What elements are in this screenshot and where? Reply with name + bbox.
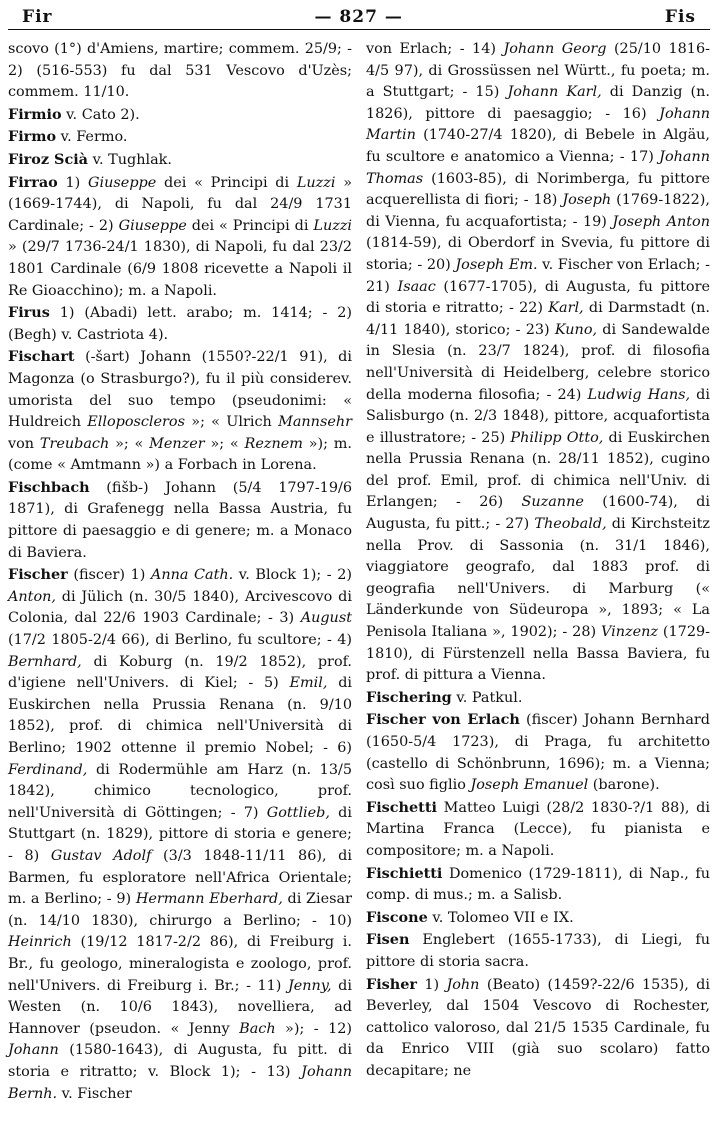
entry-text: (1603-85), di Norimberga, fu pittore acquerellista di fiori; - 18) [366,170,710,209]
entry-text: (19/12 1817-2/2 86), di Freiburg i. Br., fu geologo, mineralogista e zoologo, prof. nell'Univers. di Freiburg i. Br.; - 11) [8,934,352,994]
entry-text: Emil, [289,675,328,692]
entry-text: di Ziesar (n. 14/10 1830), chirurgo a Berlino; - 10) [8,891,352,929]
entry-text: Giuseppe [88,174,157,191]
entry-text: v. Fischer [57,1085,132,1102]
entry-text: Giuseppe [118,217,187,234]
entry-text: Menzer [149,435,205,452]
header-rule [8,29,710,30]
entry-text: v. Fermo. [56,129,128,146]
entry-text: (fišb-) Johann (5/4 1797-19/6 1871), di Grafenegg nella Bassa Austria, fu pittore di paesaggio e di genere; m. a Monaco di Baviera. [8,479,352,561]
entry-text: di Kirchsteitz nella Prov. di Sassonia (n. 31/1 1846), viaggiatore geografo, dal 1883 prof. di geografia nell'Univers. di Marburg (« Länderkunde von Südeuropa », 1893; « La Penisola Italiana », 1902); - 28) [366,516,710,641]
entry-text: (barone). [588,777,660,794]
entry-text: Elloposcleros [87,414,185,431]
entry-text: Reznem [244,435,303,452]
dictionary-entry [8,302,352,346]
entry-text: 1) [57,174,89,191]
entry-headword: Fischer von Erlach [366,711,520,729]
entry-text: (1769-1822), di Vienna, fu acquafortista; - 19) [366,192,710,230]
entry-text: Joseph Em. [455,256,538,273]
entry-text: scovo (1°) d'Amiens, martire; commem. 25/9; - 2) (516-553) fu dal 531 Vescovo d'Uzès; commem. 11/10. [8,41,352,101]
entry-text: Treubach [39,435,110,452]
page-header [8,5,710,29]
entry-text: Theobald, [534,516,607,533]
entry-text: Hermann Eberhard, [135,891,283,908]
dictionary-entry [366,687,710,710]
entry-text: (1677-1705), di Augusta, fu pittore di storia e ritratto; - 22) [366,278,710,317]
entry-text: Joseph Anton [612,213,710,230]
entry-text: Ferdinand, [8,761,88,778]
entry-text: (25/10 1816-4/5 97), di Grossüssen nel Württ., fu poeta; m. a Stuttgart; - 15) [366,41,710,101]
entry-text: (3/3 1848-11/11 86), di Barmen, fu esploratore nell'Africa Orientale; m. a Berlino; - 9) [8,847,352,908]
header-left-guide-word: Fir [22,7,53,27]
entry-text: di Darmstadt (n. 4/11 1840), storico; - 23) [366,300,710,338]
entry-headword: Firmo [8,128,57,146]
entry-text: »); - 12) [275,1020,353,1037]
entry-text: Gottlieb, [266,804,330,821]
entry-text: di Jülich (n. 30/5 1840), Arcivescovo di Colonia, dal 22/6 1903 Cardinale; - 3) [8,588,352,627]
entry-text: v. Tolomeo VII e IX. [427,909,574,926]
two-column-body [8,39,710,1105]
entry-text: dei « Principi di [186,217,314,234]
entry-text: (-šart) Johann (1550?-22/1 91), di Magonza (o Strasburgo?), fu il più considerev. umorista del suo tempo (pseudonimi: « Huldreich [8,349,352,431]
entry-headword: Firrao [8,173,58,191]
entry-headword: Fischetti [366,798,437,816]
dictionary-entry [8,477,352,564]
dictionary-entry [8,149,352,172]
right-column [366,39,710,1105]
entry-text: (17/2 1805-2/4 66), di Berlino, fu scultore; - 4) [8,632,352,649]
entry-text: Matteo Luigi (28/2 1830-?/1 88), di Martina Franca (Lecce), fu pianista e compositore; m. a Napoli. [366,799,710,859]
entry-text: Englebert (1655-1733), di Liegi, fu pittore di storia sacra. [366,932,710,970]
entry-text: August [300,610,352,627]
entry-text: di Rodermühle am Harz (n. 13/5 1842), chimico tecnologico, prof. nell'Università di Göttingen; - 7) [8,761,352,821]
entry-text: (1600-74), di Augusta, fu pitt.; - 27) [366,494,710,533]
dictionary-entry [366,863,710,907]
entry-text: Anton, [8,588,56,605]
dictionary-entry [8,39,352,104]
entry-text: 1) (Abadi) lett. arabo; m. 1414; - 2) (Begh) v. Castriota 4). [8,305,352,343]
entry-text: Johann [8,1042,59,1059]
entry-text: di Euskirchen nella Prussia Renana (n. 9/10 1852), prof. di chimica nell'Università di Berlino; 1902 ottenne il premio Nobel; - 6) [8,675,353,756]
entry-text: John [446,976,480,993]
dictionary-entry [8,346,352,477]
dictionary-entry [366,39,710,687]
entry-headword: Fischering [366,688,452,706]
entry-text: (fiscer) 1) [67,567,151,584]
entry-text: Johann Thomas [366,148,710,187]
entry-text: Joseph [562,192,612,209]
entry-headword: Fisen [366,931,410,949]
entry-headword: Firus [8,304,50,322]
entry-text: Johann Georg [503,41,607,57]
entry-text: dei « Principi di [156,174,297,191]
entry-text: Johann Bernh. [8,1063,352,1102]
entry-headword: Firmio [8,105,62,123]
entry-text: di Salisburgo (n. 2/3 1848), pittore, acquafortista e illustratore; - 25) [366,386,710,446]
entry-headword: Fischart [8,348,75,366]
entry-text: »; « [109,435,150,452]
header-right-guide-word: Fis [664,7,696,27]
entry-text: (fiscer) Johann Bernhard (1650-5/4 1723), di Praga, fu architetto (castello di Schönbrunn, 1696); m. a Vienna; così suo figlio [366,712,710,794]
entry-text: v. Cato 2). [61,106,140,123]
entry-text: von Erlach; - 14) [366,41,504,57]
entry-text: Suzanne [521,494,584,511]
entry-text: 1) [417,976,447,993]
entry-text: v. Block 1); - 2) [233,567,352,584]
dictionary-entry [366,797,710,863]
entry-text: di Danzig (n. 1826), pittore di paesaggio; - 16) [366,84,710,122]
dictionary-entry [8,172,352,303]
entry-text: Bernhard, [8,653,82,670]
entry-headword: Fischietti [366,864,443,882]
dictionary-entry [8,564,352,1105]
entry-text: Vinzenz [601,624,658,641]
entry-text: Anna Cath. [150,567,234,584]
entry-text: von [8,435,40,452]
dictionary-entry [366,709,710,796]
entry-text: (Beato) (1459?-22/6 1535), di Beverley, dal 1504 Vescovo di Rochester, cattolico valoroso, dal 21/5 1535 Cardinale, fu da Enrico VIII (già suo scolaro) fatto decapitare; ne [366,976,710,1079]
entry-text: v. Tughlak. [88,151,172,168]
dictionary-entry [366,907,710,930]
entry-text: Isaac [397,278,436,295]
entry-text: Jenny, [287,977,332,994]
entry-text: (1580-1643), di Augusta, fu pitt. di storia e ritratto; v. Block 1); - 13) [8,1042,352,1080]
entry-text: »; « [204,435,245,452]
entry-text: v. Fischer von Erlach; - 21) [366,256,710,295]
entry-headword: Fisher [366,975,417,993]
entry-text: Gustav Adolf [50,847,152,864]
dictionary-entry [8,126,352,149]
entry-text: (1729-1810), di Fürstenzell nella Bassa Baviera, fu prof. di pittura a Vienna. [366,624,710,684]
entry-text: (1814-59), di Oberdorf in Svevia, fu pittore di storia; - 20) [366,235,710,273]
dictionary-entry [8,104,352,127]
left-column [8,39,352,1105]
entry-headword: Fischer [8,566,68,584]
entry-text: Heinrich [8,934,72,951]
entry-text: » (29/7 1736-24/1 1830), di Napoli, fu dal 23/2 1801 Cardinale (6/9 1808 ricevette a Napoli il Re Gioacchino); m. a Napoli. [8,239,352,299]
entry-text: di Sandewalde in Slesia (n. 23/7 1824), prof. di filosofia nell'Università di Heidelberg, celebre storico della moderna filosofia; - 24) [366,321,710,403]
entry-text: di Euskirchen nella Prussia Renana (n. 28/11 1852), cugino del prof. Emil, prof. di chimica nell'Univ. di Erlangen; - 26) [366,429,711,511]
entry-text: Johann Martin [366,105,710,144]
entry-headword: Fischbach [8,478,90,496]
entry-text: Luzzi [313,217,352,234]
entry-text: Bach [239,1020,276,1037]
dictionary-entry [366,974,710,1083]
entry-headword: Firoz Scià [8,150,88,168]
entry-text: v. Patkul. [451,689,523,706]
entry-text: (1740-27/4 1820), di Bebele in Algäu, fu scultore e anatomico a Vienna; - 17) [366,127,710,165]
page-number: — 827 — [314,7,403,27]
entry-text: Philipp Otto, [510,429,604,446]
entry-text: Kuno, [554,321,598,338]
entry-text: »); m. (come « Amtmann ») a Forbach in Lorena. [8,435,352,474]
entry-text: di Koburg (n. 19/2 1852), prof. d'igiene nell'Univers. di Kiel; - 5) [8,653,352,692]
entry-text: Karl, [548,300,584,317]
entry-text: »; « Ulrich [184,414,279,431]
entry-text: Mannsehr [278,414,352,431]
entry-text: di Westen (n. 10/6 1843), novelliera, ad Hannover (pseudon. « Jenny [8,977,352,1037]
entry-text: Joseph Emanuel [470,777,589,794]
entry-headword: Fiscone [366,908,428,926]
entry-text: Domenico (1729-1811), di Nap., fu comp. di mus.; m. a Salisb. [366,865,710,904]
entry-text: Luzzi [296,174,336,191]
entry-text: Ludwig Hans, [587,386,691,403]
entry-text: Johann Karl, [507,84,602,101]
entry-text: » (1669-1744), di Napoli, fu dal 24/9 1731 Cardinale; - 2) [8,174,353,234]
dictionary-entry [366,929,710,973]
entry-text: di Stuttgart (n. 1829), pittore di storia e genere; - 8) [8,804,352,864]
